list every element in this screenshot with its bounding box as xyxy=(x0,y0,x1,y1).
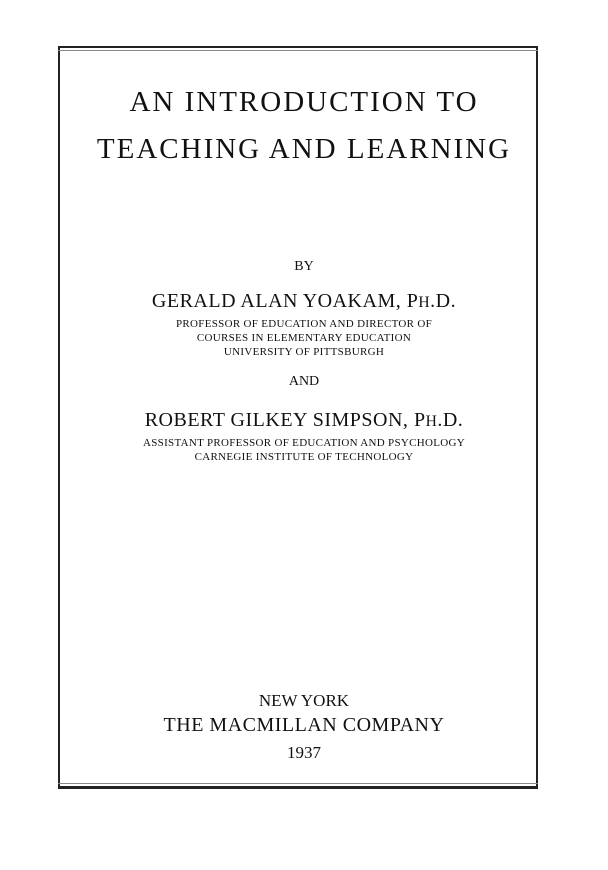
author-2-affiliation-1: ASSISTANT PROFESSOR OF EDUCATION AND PSYCHOLOGY xyxy=(143,437,465,449)
author-2-name-text: ROBERT GILKEY SIMPSON, xyxy=(144,409,409,431)
border-rule-bottom xyxy=(58,783,538,784)
author-1-affiliation-3: UNIVERSITY OF PITTSBURGH xyxy=(223,346,385,358)
by-label: BY xyxy=(294,259,314,274)
author-1-affiliation-1: PROFESSOR OF EDUCATION AND DIRECTOR OF xyxy=(176,318,432,330)
author-2-degree-p: P xyxy=(413,409,426,431)
publisher-name: THE MACMILLAN COMPANY xyxy=(163,714,445,736)
border-rule-top xyxy=(58,50,538,51)
author-2-affiliation-2: CARNEGIE INSTITUTE OF TECHNOLOGY xyxy=(194,451,414,463)
and-label: AND xyxy=(288,374,320,389)
author-1-name xyxy=(0,290,608,313)
author-1-affiliation-2: COURSES IN ELEMENTARY EDUCATION xyxy=(196,332,412,344)
title-line-1: AN INTRODUCTION TO xyxy=(129,86,479,118)
publisher-city: NEW YORK xyxy=(258,691,350,710)
author-1-degree-d: .D. xyxy=(430,290,457,312)
author-1-name-text: GERALD ALAN YOAKAM, xyxy=(151,290,402,312)
author-1-degree-h: H xyxy=(418,294,431,311)
publication-year: 1937 xyxy=(287,743,321,762)
author-2-name xyxy=(0,409,608,432)
author-2-degree-d: .D. xyxy=(437,409,464,431)
author-1-degree-p: P xyxy=(406,290,419,312)
title-line-2: TEACHING AND LEARNING xyxy=(96,133,512,165)
author-2-degree-h: H xyxy=(425,413,438,430)
author-2-degree xyxy=(414,409,463,431)
author-1-degree xyxy=(407,290,456,312)
